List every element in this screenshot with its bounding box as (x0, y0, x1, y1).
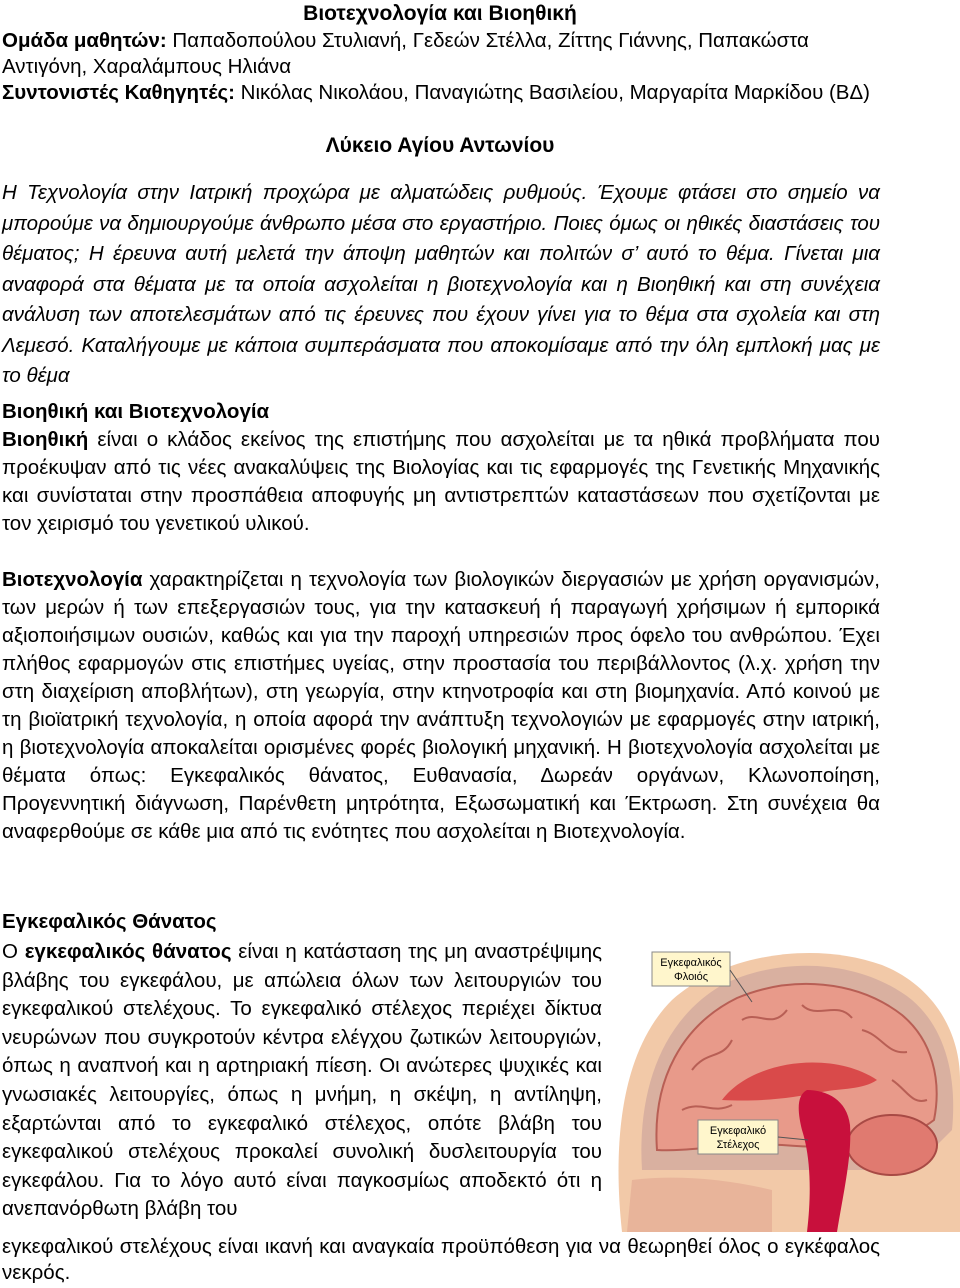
team-names: Παπαδοπούλου Στυλιανή, Γεδεών Στέλλα, Ζίττης Γιάννης, Παπακώστα Αντιγόνη, Χαραλάμπους Ηλιάνα (2, 29, 809, 78)
team-label: Ομάδα μαθητών: (2, 29, 167, 52)
brain-death-paragraph-end: εγκεφαλικού στελέχους είναι ικανή και αναγκαία προϋπόθεση για να θεωρηθεί όλος ο εγκέφαλος νεκρός. (2, 1235, 880, 1284)
stem-label-line1: Εγκεφαλικό (709, 1125, 767, 1137)
intro-text: Ο (2, 940, 25, 963)
section-heading: Εγκεφαλικός Θάνατος (2, 910, 217, 933)
coordinators-names: Νικόλας Νικολάου, Παναγιώτης Βασιλείου, Μαργαρίτα Μαρκίδου (ΒΔ) (240, 81, 870, 104)
coordinators-label: Συντονιστές Καθηγητές: (2, 81, 235, 104)
brain-death-text: είναι η κατάσταση της μη αναστρέψιμης βλάβης του εγκεφάλου, με απώλεια όλων των λειτουργιών του εγκεφαλικού στελέχους. Το εγκεφαλικό στέλεχος περιέχει δίκτυα νευρώνων που συγκροτούν κέντρα ελέγχου ζωτικών λειτουργιών, όπως η αναπνοή και η αρτηριακή πίεση. Οι ανώτερες ψυχικές και γνωσιακές λειτουργίες, όπως η μνήμη, η σκέψη, η αντίληψη, εξαρτώνται από το εγκεφαλικό στέλεχος, οπότε βλάβη του εγκεφαλικού στελέχους προκαλεί συνολική δυσλειτουργία του εγκεφάλου. Για το λόγο αυτό είναι παγκοσμίως αποδεκτό ότι η ανεπανόρθωτη βλάβη του (2, 940, 602, 1221)
cortex-label-line2: Φλοιός (673, 971, 709, 983)
bioethics-paragraph (2, 426, 880, 538)
brain-death-paragraph (2, 938, 602, 1224)
cerebellum (847, 1115, 937, 1175)
section-brain-death (2, 908, 880, 936)
brain-death-term: εγκεφαλικός θάνατος (24, 940, 232, 963)
brain-illustration (612, 940, 960, 1232)
biotech-term: Βιοτεχνολογία (2, 568, 143, 591)
abstract-paragraph: Η Τεχνολογία στην Ιατρική προχώρα με αλματώδεις ρυθμούς. Έχουμε φτάσει στο σημείο να μπορούμε να δημιουργούμε άνθρωπο μέσα στο εργαστήριο. Ποιες όμως οι ηθικές διαστάσεις του θέματος; Η έρευνα αυτή μελετά την άποψη μαθητών και πολιτών σ’ αυτό το θέμα. Γίνεται μια αναφορά στα θέματα με τα οποία ασχολείται η βιοτεχνολογία και η Βιοηθική και στη συνέχεια ανάλυση των αποτελεσμάτων από τις έρευνες που έχουν γίνει για το θέμα στα σχολεία και στη Λεμεσό. Καταλήγουμε με κάποια συμπεράσματα που αποκομίσαμε από την όλη εμπλοκή μας με το θέμα (2, 181, 880, 387)
section-heading: Βιοηθική και Βιοτεχνολογία (2, 400, 270, 423)
cortex-label-line1: Εγκεφαλικός (660, 957, 722, 969)
section-bioethics (2, 398, 880, 846)
nasal-area (627, 1178, 772, 1232)
school-name: Λύκειο Αγίου Αντωνίου (325, 134, 555, 157)
biotech-text: χαρακτηρίζεται η τεχνολογία των βιολογικών διεργασιών με χρήση οργανισμών, των μερών ή των επεξεργασιών τους, για την κατασκευή ή παραγωγή χρήσιμων ή εμπορικά αξιοποιήσιμων ουσιών, καθώς και για την παροχή υπηρεσιών προς όφελο του ανθρώπου. Έχει πλήθος εφαρμογών στις επιστήμες υγείας, στην προστασία του περιβάλλοντος (λ.χ. χρήση την στη διαχείριση αποβλήτων), στη γεωργία, στην κτηνοτροφία και στη βιομηχανία. Από κοινού με τη βιοϊατρική τεχνολογία, η οποία αφορά την ανάπτυξη τεχνολογιών με εφαρμογές στην ιατρική, η βιοτεχνολογία αποκαλείται ορισμένες φορές βιολογική μηχανική. Η βιοτεχνολογία ασχολείται με θέματα όπως: Εγκεφαλικός θάνατος, Ευθανασία, Δωρεάν οργάνων, Κλωνοποίηση, Προγεννητική διάγνωση, Παρένθετη μητρότητα, Εξωσωματική και Έκτρωση. Στη συνέχεια θα αναφερθούμε σε κάθε μια από τις ενότητες που ασχολείται η Βιοτεχνολογία. (2, 568, 880, 843)
biotech-paragraph (2, 566, 880, 846)
bioethics-term: Βιοηθική (2, 428, 89, 451)
stem-label-line2: Στέλεχος (716, 1139, 760, 1151)
brain-figure (612, 940, 960, 1232)
bioethics-text: είναι ο κλάδος εκείνος της επιστήμης που ασχολείται με τα ηθικά προβλήματα που προέκυψαν από τις νέες ανακαλύψεις της Βιολογίας και τις εφαρμογές της Γενετικής Μηχανικής και συνίσταται στην προσπάθεια αποφυγής μη αντιστρεπτών καταστάσεων που σχετίζονται με τον χειρισμό του γενετικού υλικού. (2, 428, 880, 535)
authors-block (2, 28, 880, 106)
document-title: Βιοτεχνολογία και Βιοηθική (303, 2, 577, 25)
